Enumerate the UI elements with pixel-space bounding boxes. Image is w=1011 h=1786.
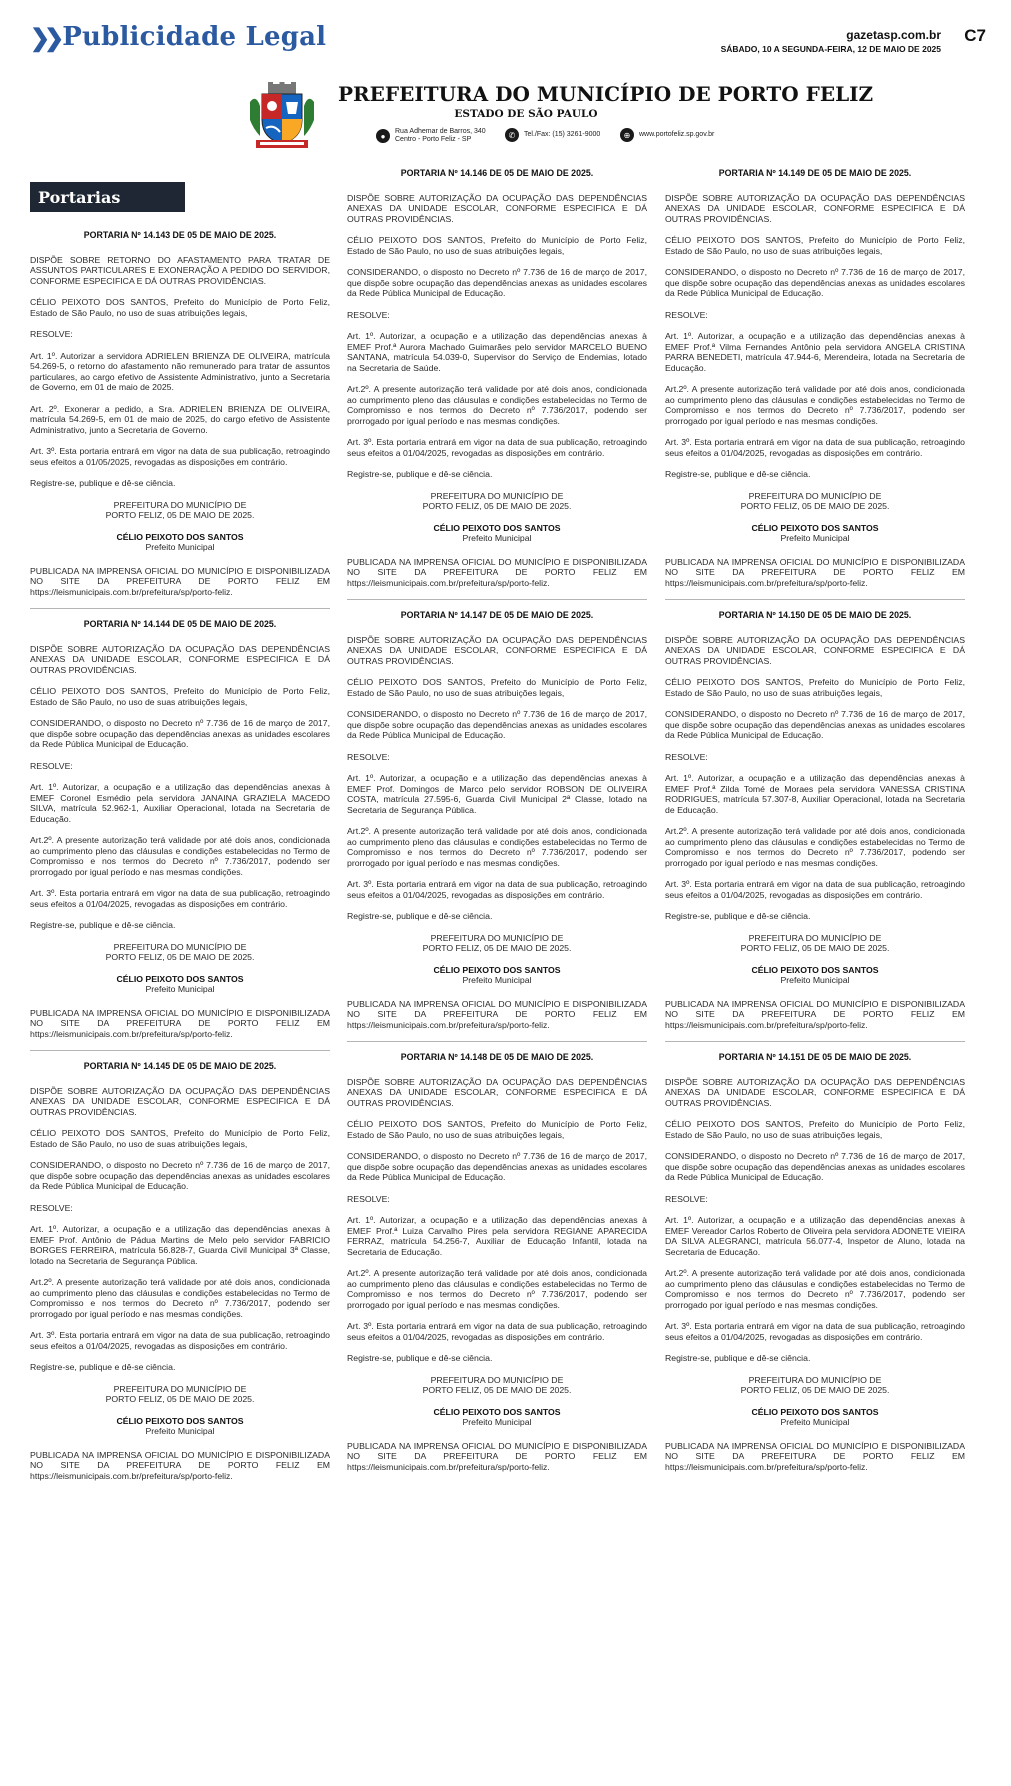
portaria-resolve: RESOLVE: [347, 1193, 390, 1204]
portaria-block [665, 168, 965, 588]
portaria-registre: Registre-se, publique e dê-se ciência. [347, 911, 493, 921]
portaria-article-1: Art. 1º. Autorizar, a ocupação e a utilização das dependências anexas à EMEF Prof. Antônio de Pádua Martins de Melo pelo servidor FABRICIO BORGES FERREIRA, matrícula 56.828-7, Guarda Civil Municipal 3ª Classe, lotado na Secretaria de Segurança Pública. [30, 1224, 330, 1266]
site-url[interactable]: gazetasp.com.br [846, 28, 941, 42]
portaria-resolve: RESOLVE: [30, 329, 73, 339]
page-header [0, 0, 1011, 86]
portaria-article-2: Art.2º. A presente autorização terá validade por até dois anos, condicionada ao cumprimento pleno das cláusulas e condições estabelecidas no Termo de Compromisso e nos termos do Decreto nº 7.736/2017, podendo ser prorrogado por igual período e nas mesmas condições. [347, 1268, 647, 1310]
portaria-title: PORTARIA Nº 14.144 DE 05 DE MAIO DE 2025. [83, 619, 277, 629]
portaria-ementa: DISPÕE SOBRE AUTORIZAÇÃO DA OCUPAÇÃO DAS DEPENDÊNCIAS ANEXAS DA UNIDADE ESCOLAR, CONFORME ESPECIFICA E DÁ OUTRAS PROVIDÊNCIAS. [30, 1085, 330, 1117]
portaria-block [30, 168, 330, 597]
portaria-registre: Registre-se, publique e dê-se ciência. [30, 478, 176, 488]
portaria-considerando: CONSIDERANDO, o disposto no Decreto nº 7.736 de 16 de março de 2017, que dispõe sobre ocupação das dependências anexas as unidades escolares da Rede Pública Municipal de Educação. [30, 1160, 330, 1191]
address-line-2: Centro - Porto Feliz - SP [395, 136, 472, 143]
location-pin-icon: ● [376, 129, 390, 143]
portaria-article-1: Art. 1º. Autorizar, a ocupação e a utilização das dependências anexas à EMEF Prof.ª Aurora Machado Guimarães pelo servidor MARCELO BUENO SANTANA, matrícula 54.039-0, Supervisor do Serviço de Endemias, lotado na Secretaria de Saúde. [347, 331, 647, 373]
portaria-article-3: Art. 3º. Esta portaria entrará em vigor na data de sua publicação, retroagindo seus efeitos a 01/04/2025, revogadas as disposições em contrário. [30, 888, 330, 909]
signer-role: Prefeito Municipal [462, 975, 532, 985]
portaria-registre: Registre-se, publique e dê-se ciência. [30, 920, 176, 930]
portaria-article-1: Art. 1º. Autorizar, a ocupação e a utilização das dependências anexas à EMEF Prof. Domingos de Marco pelo servidor ROBSON DE OLIVEIRA COSTA, matrícula 27.595-6, Guarda Civil Municipal 2ª Classe, lotado na Secretaria de Segurança Pública. [347, 773, 647, 815]
portaria-title: PORTARIA Nº 14.148 DE 05 DE MAIO DE 2025. [400, 1052, 594, 1062]
portaria-preamble: CÉLIO PEIXOTO DOS SANTOS, Prefeito do Município de Porto Feliz, Estado de São Paulo, no uso de suas atribuições legais, [665, 677, 965, 698]
publication-note: PUBLICADA NA IMPRENSA OFICIAL DO MUNICÍPIO E DISPONIBILIZADA NO SITE DA PREFEITURA DE PORTO FELIZ EM https://leismunicipais.com.br/prefeitura/sp/porto-feliz. [30, 1449, 330, 1481]
website-url[interactable]: www.portofeliz.sp.gov.br [639, 131, 715, 138]
portaria-block [665, 1041, 965, 1472]
signer-role: Prefeito Municipal [145, 1426, 215, 1436]
globe-icon: ⊕ [620, 128, 634, 142]
portaria-ementa: DISPÕE SOBRE AUTORIZAÇÃO DA OCUPAÇÃO DAS DEPENDÊNCIAS ANEXAS DA UNIDADE ESCOLAR, CONFORME ESPECIFICA E DÁ OUTRAS PROVIDÊNCIAS. [347, 192, 647, 224]
portaria-registre: Registre-se, publique e dê-se ciência. [665, 469, 811, 479]
portaria-block [30, 1050, 330, 1481]
publication-note: PUBLICADA NA IMPRENSA OFICIAL DO MUNICÍPIO E DISPONIBILIZADA NO SITE DA PREFEITURA DE PORTO FELIZ EM https://leismunicipais.com.br/prefeitura/sp/porto-feliz. [665, 998, 965, 1030]
portaria-article-2: Art.2º. A presente autorização terá validade por até dois anos, condicionada ao cumprimento pleno das cláusulas e condições estabelecidas no Termo de Compromisso e nos termos do Decreto nº 7.736/2017, podendo ser prorrogado por igual período e nas mesmas condições. [30, 1277, 330, 1319]
portaria-block [347, 168, 647, 588]
portaria-preamble: CÉLIO PEIXOTO DOS SANTOS, Prefeito do Município de Porto Feliz, Estado de São Paulo, no uso de suas atribuições legais, [30, 1128, 330, 1149]
portaria-preamble: CÉLIO PEIXOTO DOS SANTOS, Prefeito do Município de Porto Feliz, Estado de São Paulo, no uso de suas atribuições legais, [665, 1119, 965, 1140]
signer-role: Prefeito Municipal [780, 533, 850, 543]
portaria-article-2: Art.2º. A presente autorização terá validade por até dois anos, condicionada ao cumprimento pleno das cláusulas e condições estabelecidas no Termo de Compromisso e nos termos do Decreto nº 7.736/2017, podendo ser prorrogado por igual período e nas mesmas condições. [665, 1268, 965, 1310]
coat-of-arms-icon [246, 80, 318, 150]
place-line-1: PREFEITURA DO MUNICÍPIO DE [113, 499, 247, 510]
section-label-portarias: Portarias [30, 182, 185, 212]
place-line-2: PORTO FELIZ, 05 DE MAIO DE 2025. [105, 510, 255, 520]
portaria-considerando: CONSIDERANDO, o disposto no Decreto nº 7.736 de 16 de março de 2017, que dispõe sobre ocupação das dependências anexas as unidades escolares da Rede Pública Municipal de Educação. [665, 1151, 965, 1182]
publication-note: PUBLICADA NA IMPRENSA OFICIAL DO MUNICÍPIO E DISPONIBILIZADA NO SITE DA PREFEITURA DE PORTO FELIZ EM https://leismunicipais.com.br/prefeitura/sp/porto-feliz. [347, 1440, 647, 1472]
portaria-resolve: RESOLVE: [347, 751, 390, 762]
portaria-title: PORTARIA Nº 14.151 DE 05 DE MAIO DE 2025. [718, 1052, 912, 1062]
place-line-2: PORTO FELIZ, 05 DE MAIO DE 2025. [105, 1394, 255, 1404]
portaria-resolve: RESOLVE: [665, 751, 708, 762]
address-contact [376, 128, 486, 144]
signer-name: CÉLIO PEIXOTO DOS SANTOS [433, 1406, 561, 1417]
section-title-text: Publicidade Legal [62, 22, 327, 52]
site-info [721, 28, 941, 54]
signer-name: CÉLIO PEIXOTO DOS SANTOS [433, 522, 561, 533]
portaria-article-3: Art. 3º. Esta portaria entrará em vigor na data de sua publicação, retroagindo seus efeitos a 01/04/2025, revogadas as disposições em contrário. [347, 879, 647, 900]
portaria-ementa: DISPÕE SOBRE AUTORIZAÇÃO DA OCUPAÇÃO DAS DEPENDÊNCIAS ANEXAS DA UNIDADE ESCOLAR, CONFORME ESPECIFICA E DÁ OUTRAS PROVIDÊNCIAS. [347, 1076, 647, 1108]
column-right [665, 168, 965, 1778]
portaria-place-date [347, 933, 647, 954]
signer-name: CÉLIO PEIXOTO DOS SANTOS [116, 531, 244, 542]
place-line-1: PREFEITURA DO MUNICÍPIO DE [748, 1374, 882, 1385]
place-line-1: PREFEITURA DO MUNICÍPIO DE [113, 1383, 247, 1394]
signer-name: CÉLIO PEIXOTO DOS SANTOS [751, 1406, 879, 1417]
place-line-2: PORTO FELIZ, 05 DE MAIO DE 2025. [422, 943, 572, 953]
portaria-place-date [30, 500, 330, 521]
signer-name: CÉLIO PEIXOTO DOS SANTOS [433, 964, 561, 975]
portaria-resolve: RESOLVE: [665, 309, 708, 320]
portaria-article-2: Art.2º. A presente autorização terá validade por até dois anos, condicionada ao cumprimento pleno das cláusulas e condições estabelecidas no Termo de Compromisso e nos termos do Decreto nº 7.736/2017, podendo ser prorrogado por igual período e nas mesmas condições. [30, 835, 330, 877]
portaria-considerando: CONSIDERANDO, o disposto no Decreto nº 7.736 de 16 de março de 2017, que dispõe sobre ocupação das dependências anexas as unidades escolares da Rede Pública Municipal de Educação. [665, 267, 965, 298]
portaria-article-2: Art.2º. A presente autorização terá validade por até dois anos, condicionada ao cumprimento pleno das cláusulas e condições estabelecidas no Termo de Compromisso e nos termos do Decreto nº 7.736/2017, podendo ser prorrogado por igual período e nas mesmas condições. [347, 384, 647, 426]
portaria-preamble: CÉLIO PEIXOTO DOS SANTOS, Prefeito do Município de Porto Feliz, Estado de São Paulo, no uso de suas atribuições legais, [347, 677, 647, 698]
portaria-place-date [30, 942, 330, 963]
signer-role: Prefeito Municipal [145, 984, 215, 994]
portaria-place-date [665, 933, 965, 954]
place-line-2: PORTO FELIZ, 05 DE MAIO DE 2025. [740, 1385, 890, 1395]
municipality-state: ESTADO DE SÃO PAULO [454, 108, 598, 120]
portaria-article-1: Art. 1º. Autorizar a servidora ADRIELEN BRIENZA DE OLIVEIRA, matrícula 54.269-5, o retorno do afastamento não remunerado para tratar de assuntos particulares, ao cargo efetivo de Assistente Administrativo, junto a Secretaria de Governo, em 01 de maio de 2025. [30, 350, 330, 392]
portaria-ementa: DISPÕE SOBRE AUTORIZAÇÃO DA OCUPAÇÃO DAS DEPENDÊNCIAS ANEXAS DA UNIDADE ESCOLAR, CONFORME ESPECIFICA E DÁ OUTRAS PROVIDÊNCIAS. [665, 1076, 965, 1108]
portaria-block [30, 608, 330, 1039]
portaria-article-2: Art.2º. A presente autorização terá validade por até dois anos, condicionada ao cumprimento pleno das cláusulas e condições estabelecidas no Termo de Compromisso e nos termos do Decreto nº 7.736/2017, podendo ser prorrogado por igual período e nas mesmas condições. [347, 826, 647, 868]
portaria-place-date [30, 1384, 330, 1405]
signer-role: Prefeito Municipal [780, 975, 850, 985]
portaria-article-3: Art. 3º. Esta portaria entrará em vigor na data de sua publicação, retroagindo seus efeitos a 01/05/2025, revogadas as disposições em contrário. [30, 446, 330, 467]
publication-note: PUBLICADA NA IMPRENSA OFICIAL DO MUNICÍPIO E DISPONIBILIZADA NO SITE DA PREFEITURA DE PORTO FELIZ EM https://leismunicipais.com.br/prefeitura/sp/porto-feliz. [347, 998, 647, 1030]
portaria-article-3: Art. 3º. Esta portaria entrará em vigor na data de sua publicação, retroagindo seus efeitos a 01/04/2025, revogadas as disposições em contrário. [665, 1321, 965, 1342]
publication-note: PUBLICADA NA IMPRENSA OFICIAL DO MUNICÍPIO E DISPONIBILIZADA NO SITE DA PREFEITURA DE PORTO FELIZ EM https://leismunicipais.com.br/prefeitura/sp/porto-feliz. [347, 556, 647, 588]
municipality-name: PREFEITURA DO MUNICÍPIO DE PORTO FELIZ [338, 82, 874, 106]
portaria-article-2: Art. 2º. Exonerar a pedido, a Sra. ADRIELEN BRIENZA DE OLIVEIRA, matrícula 54.269-5, em 01 de maio de 2025, do cargo efetivo de Assistente Administrativo, junto a Secretaria de Governo. [30, 403, 330, 435]
portaria-title: PORTARIA Nº 14.143 DE 05 DE MAIO DE 2025. [83, 230, 277, 240]
phone-number: Tel./Fax: (15) 3261-9000 [524, 131, 601, 138]
address-line-1: Rua Adhemar de Barros, 340 [395, 128, 486, 135]
portaria-place-date [665, 1375, 965, 1396]
place-line-1: PREFEITURA DO MUNICÍPIO DE [748, 490, 882, 501]
portaria-place-date [347, 1375, 647, 1396]
portaria-registre: Registre-se, publique e dê-se ciência. [347, 469, 493, 479]
signer-role: Prefeito Municipal [145, 542, 215, 552]
portaria-article-3: Art. 3º. Esta portaria entrará em vigor na data de sua publicação, retroagindo seus efeitos a 01/04/2025, revogadas as disposições em contrário. [30, 1330, 330, 1351]
signer-role: Prefeito Municipal [462, 1417, 532, 1427]
portaria-considerando: CONSIDERANDO, o disposto no Decreto nº 7.736 de 16 de março de 2017, que dispõe sobre ocupação das dependências anexas as unidades escolares da Rede Pública Municipal de Educação. [665, 709, 965, 740]
portaria-article-1: Art. 1º. Autorizar, a ocupação e a utilização das dependências anexas à EMEF Vereador Carlos Roberto de Oliveira pela servidora ADONETE VIEIRA DA SILVA ALEGRANCI, matrícula 56.077-4, Inspetor de Aluno, lotada na Secretaria de Educação. [665, 1215, 965, 1257]
place-line-1: PREFEITURA DO MUNICÍPIO DE [430, 490, 564, 501]
publication-note: PUBLICADA NA IMPRENSA OFICIAL DO MUNICÍPIO E DISPONIBILIZADA NO SITE DA PREFEITURA DE PORTO FELIZ EM https://leismunicipais.com.br/prefeitura/sp/porto-feliz. [30, 1007, 330, 1039]
portaria-ementa: DISPÕE SOBRE AUTORIZAÇÃO DA OCUPAÇÃO DAS DEPENDÊNCIAS ANEXAS DA UNIDADE ESCOLAR, CONFORME ESPECIFICA E DÁ OUTRAS PROVIDÊNCIAS. [347, 634, 647, 666]
portaria-title: PORTARIA Nº 14.146 DE 05 DE MAIO DE 2025. [400, 168, 594, 178]
portaria-article-1: Art. 1º. Autorizar, a ocupação e a utilização das dependências anexas à EMEF Prof.ª Vilma Fernandes Antônio pela servidora ANGELA CRISTINA PARRA BENEDETI, matrícula 47.944-6, Merendeira, lotada na Secretaria de Educação. [665, 331, 965, 373]
portaria-considerando: CONSIDERANDO, o disposto no Decreto nº 7.736 de 16 de março de 2017, que dispõe sobre ocupação das dependências anexas as unidades escolares da Rede Pública Municipal de Educação. [347, 709, 647, 740]
place-line-1: PREFEITURA DO MUNICÍPIO DE [430, 932, 564, 943]
portaria-preamble: CÉLIO PEIXOTO DOS SANTOS, Prefeito do Município de Porto Feliz, Estado de São Paulo, no uso de suas atribuições legais, [30, 686, 330, 707]
portaria-article-2: Art.2º. A presente autorização terá validade por até dois anos, condicionada ao cumprimento pleno das cláusulas e condições estabelecidas no Termo de Compromisso e nos termos do Decreto nº 7.736/2017, podendo ser prorrogado por igual período e nas mesmas condições. [665, 826, 965, 868]
portaria-considerando: CONSIDERANDO, o disposto no Decreto nº 7.736 de 16 de março de 2017, que dispõe sobre ocupação das dependências anexas as unidades escolares da Rede Pública Municipal de Educação. [347, 267, 647, 298]
portaria-article-1: Art. 1º. Autorizar, a ocupação e a utilização das dependências anexas à EMEF Prof.ª Zilda Tomé de Moraes pela servidora VANESSA CRISTINA RODRIGUES, matrícula 57.307-8, Auxiliar Operacional, lotada na Secretaria de Educação. [665, 773, 965, 815]
signer-name: CÉLIO PEIXOTO DOS SANTOS [751, 964, 879, 975]
portaria-ementa: DISPÕE SOBRE AUTORIZAÇÃO DA OCUPAÇÃO DAS DEPENDÊNCIAS ANEXAS DA UNIDADE ESCOLAR, CONFORME ESPECIFICA E DÁ OUTRAS PROVIDÊNCIAS. [665, 192, 965, 224]
publication-note: PUBLICADA NA IMPRENSA OFICIAL DO MUNICÍPIO E DISPONIBILIZADA NO SITE DA PREFEITURA DE PORTO FELIZ EM https://leismunicipais.com.br/prefeitura/sp/porto-feliz. [665, 1440, 965, 1472]
phone-icon: ✆ [505, 128, 519, 142]
double-chevron-icon: ❯❯ [30, 22, 59, 52]
phone-contact [505, 128, 600, 142]
portaria-preamble: CÉLIO PEIXOTO DOS SANTOS, Prefeito do Município de Porto Feliz, Estado de São Paulo, no uso de suas atribuições legais, [665, 235, 965, 256]
signer-name: CÉLIO PEIXOTO DOS SANTOS [116, 973, 244, 984]
portaria-resolve: RESOLVE: [665, 1193, 708, 1204]
portaria-place-date [347, 491, 647, 512]
portaria-article-3: Art. 3º. Esta portaria entrará em vigor na data de sua publicação, retroagindo seus efeitos a 01/04/2025, revogadas as disposições em contrário. [665, 879, 965, 900]
signer-name: CÉLIO PEIXOTO DOS SANTOS [751, 522, 879, 533]
publication-note: PUBLICADA NA IMPRENSA OFICIAL DO MUNICÍPIO E DISPONIBILIZADA NO SITE DA PREFEITURA DE PORTO FELIZ EM https://leismunicipais.com.br/prefeitura/sp/porto-feliz. [30, 565, 330, 597]
portaria-registre: Registre-se, publique e dê-se ciência. [30, 1362, 176, 1372]
portaria-resolve: RESOLVE: [347, 309, 390, 320]
place-line-1: PREFEITURA DO MUNICÍPIO DE [748, 932, 882, 943]
portaria-considerando: CONSIDERANDO, o disposto no Decreto nº 7.736 de 16 de março de 2017, que dispõe sobre ocupação das dependências anexas as unidades escolares da Rede Pública Municipal de Educação. [347, 1151, 647, 1182]
portaria-ementa: DISPÕE SOBRE RETORNO DO AFASTAMENTO PARA TRATAR DE ASSUNTOS PARTICULARES E EXONERAÇÃO A PEDIDO DO SERVIDOR, CONFORME ESPECIFICA E DÁ OUTRAS PROVIDÊNCIAS. [30, 254, 330, 286]
portaria-article-3: Art. 3º. Esta portaria entrará em vigor na data de sua publicação, retroagindo seus efeitos a 01/04/2025, revogadas as disposições em contrário. [347, 437, 647, 458]
portaria-block [347, 599, 647, 1030]
portaria-registre: Registre-se, publique e dê-se ciência. [347, 1353, 493, 1363]
portaria-registre: Registre-se, publique e dê-se ciência. [665, 911, 811, 921]
portaria-article-3: Art. 3º. Esta portaria entrará em vigor na data de sua publicação, retroagindo seus efeitos a 01/04/2025, revogadas as disposições em contrário. [347, 1321, 647, 1342]
place-line-1: PREFEITURA DO MUNICÍPIO DE [113, 941, 247, 952]
signer-name: CÉLIO PEIXOTO DOS SANTOS [116, 1415, 244, 1426]
portaria-title: PORTARIA Nº 14.150 DE 05 DE MAIO DE 2025. [718, 610, 912, 620]
portaria-article-3: Art. 3º. Esta portaria entrará em vigor na data de sua publicação, retroagindo seus efeitos a 01/04/2025, revogadas as disposições em contrário. [665, 437, 965, 458]
edition-date: SÁBADO, 10 A SEGUNDA-FEIRA, 12 DE MAIO DE 2025 [720, 44, 941, 54]
portaria-preamble: CÉLIO PEIXOTO DOS SANTOS, Prefeito do Município de Porto Feliz, Estado de São Paulo, no uso de suas atribuições legais, [347, 235, 647, 256]
portaria-title: PORTARIA Nº 14.145 DE 05 DE MAIO DE 2025. [83, 1061, 277, 1071]
portaria-article-2: Art.2º. A presente autorização terá validade por até dois anos, condicionada ao cumprimento pleno das cláusulas e condições estabelecidas no Termo de Compromisso e nos termos do Decreto nº 7.736/2017, podendo ser prorrogado por igual período e nas mesmas condições. [665, 384, 965, 426]
portaria-place-date [665, 491, 965, 512]
portaria-article-1: Art. 1º. Autorizar, a ocupação e a utilização das dependências anexas à EMEF Prof.ª Luiza Carvalho Pires pela servidora REGIANE APARECIDA FERRAZ, matrícula 54.256-7, Auxiliar de Educação Infantil, lotada na Secretaria de Educação. [347, 1215, 647, 1257]
portaria-considerando: CONSIDERANDO, o disposto no Decreto nº 7.736 de 16 de março de 2017, que dispõe sobre ocupação das dependências anexas as unidades escolares da Rede Pública Municipal de Educação. [30, 718, 330, 749]
portaria-ementa: DISPÕE SOBRE AUTORIZAÇÃO DA OCUPAÇÃO DAS DEPENDÊNCIAS ANEXAS DA UNIDADE ESCOLAR, CONFORME ESPECIFICA E DÁ OUTRAS PROVIDÊNCIAS. [665, 634, 965, 666]
section-title [30, 22, 326, 52]
portaria-block [347, 1041, 647, 1472]
portaria-block [665, 599, 965, 1030]
portaria-article-1: Art. 1º. Autorizar, a ocupação e a utilização das dependências anexas à EMEF Coronel Esmédio pela servidora JANAINA GRAZIELA MACEDO SILVA, matrícula 52.962-1, Auxiliar Operacional, lotada na Secretaria de Educação. [30, 782, 330, 824]
signer-role: Prefeito Municipal [462, 533, 532, 543]
portaria-registre: Registre-se, publique e dê-se ciência. [665, 1353, 811, 1363]
portaria-resolve: RESOLVE: [30, 1202, 73, 1213]
portaria-ementa: DISPÕE SOBRE AUTORIZAÇÃO DA OCUPAÇÃO DAS DEPENDÊNCIAS ANEXAS DA UNIDADE ESCOLAR, CONFORME ESPECIFICA E DÁ OUTRAS PROVIDÊNCIAS. [30, 643, 330, 675]
signer-role: Prefeito Municipal [780, 1417, 850, 1427]
place-line-1: PREFEITURA DO MUNICÍPIO DE [430, 1374, 564, 1385]
portaria-preamble: CÉLIO PEIXOTO DOS SANTOS, Prefeito do Município de Porto Feliz, Estado de São Paulo, no uso de suas atribuições legais, [30, 297, 330, 318]
place-line-2: PORTO FELIZ, 05 DE MAIO DE 2025. [740, 943, 890, 953]
portaria-preamble: CÉLIO PEIXOTO DOS SANTOS, Prefeito do Município de Porto Feliz, Estado de São Paulo, no uso de suas atribuições legais, [347, 1119, 647, 1140]
place-line-2: PORTO FELIZ, 05 DE MAIO DE 2025. [740, 501, 890, 511]
portaria-resolve: RESOLVE: [30, 760, 73, 771]
column-middle [347, 168, 647, 1778]
portaria-title: PORTARIA Nº 14.147 DE 05 DE MAIO DE 2025. [400, 610, 594, 620]
publication-note: PUBLICADA NA IMPRENSA OFICIAL DO MUNICÍPIO E DISPONIBILIZADA NO SITE DA PREFEITURA DE PORTO FELIZ EM https://leismunicipais.com.br/prefeitura/sp/porto-feliz. [665, 556, 965, 588]
portaria-title: PORTARIA Nº 14.149 DE 05 DE MAIO DE 2025. [718, 168, 912, 178]
municipality-header [0, 80, 1011, 150]
place-line-2: PORTO FELIZ, 05 DE MAIO DE 2025. [422, 1385, 572, 1395]
place-line-2: PORTO FELIZ, 05 DE MAIO DE 2025. [105, 952, 255, 962]
website-contact [620, 128, 714, 142]
page-number: C7 [964, 26, 986, 45]
column-left [30, 168, 330, 1778]
place-line-2: PORTO FELIZ, 05 DE MAIO DE 2025. [422, 501, 572, 511]
